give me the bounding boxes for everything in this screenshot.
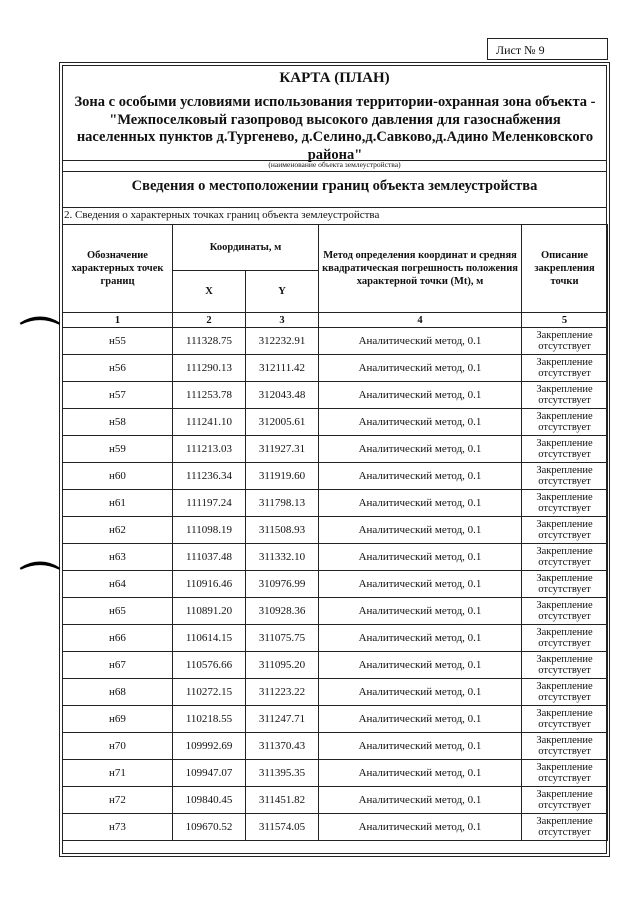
table-row	[63, 625, 608, 652]
method-cell: Аналитический метод, 0.1	[319, 544, 522, 571]
x-cell: 111236.34	[173, 463, 246, 490]
x-cell: 110614.15	[173, 625, 246, 652]
y-cell: 312111.42	[246, 355, 319, 382]
x-cell: 109670.52	[173, 814, 246, 841]
y-cell: 311451.82	[246, 787, 319, 814]
method-cell: Аналитический метод, 0.1	[319, 787, 522, 814]
method-cell: Аналитический метод, 0.1	[319, 517, 522, 544]
method-cell: Аналитический метод, 0.1	[319, 355, 522, 382]
header-method: Метод определения координат и средняя квадратическая погрешность положения характерной точки (Mt), м	[319, 225, 522, 313]
header-coords: Координаты, м	[173, 225, 319, 271]
table-row	[63, 571, 608, 598]
method-cell: Аналитический метод, 0.1	[319, 571, 522, 598]
method-cell: Аналитический метод, 0.1	[319, 814, 522, 841]
x-cell: 110272.15	[173, 679, 246, 706]
description-cell: Закрепление отсутствует	[522, 706, 608, 733]
table-row	[63, 409, 608, 436]
point-cell: н70	[63, 733, 173, 760]
description-cell: Закрепление отсутствует	[522, 679, 608, 706]
description-cell: Закрепление отсутствует	[522, 355, 608, 382]
y-cell: 311927.31	[246, 436, 319, 463]
table-row	[63, 490, 608, 517]
method-cell: Аналитический метод, 0.1	[319, 706, 522, 733]
point-cell: н57	[63, 382, 173, 409]
x-cell: 110916.46	[173, 571, 246, 598]
y-cell: 311247.71	[246, 706, 319, 733]
method-cell: Аналитический метод, 0.1	[319, 652, 522, 679]
header-description: Описание закрепления точки	[522, 225, 608, 313]
header-x: X	[173, 271, 246, 313]
x-cell: 111098.19	[173, 517, 246, 544]
document-title: КАРТА (ПЛАН)	[279, 70, 390, 86]
y-cell: 310928.36	[246, 598, 319, 625]
point-cell: н61	[63, 490, 173, 517]
y-cell: 312005.61	[246, 409, 319, 436]
description-cell: Закрепление отсутствует	[522, 733, 608, 760]
y-cell: 312232.91	[246, 328, 319, 355]
point-cell: н55	[63, 328, 173, 355]
object-name: Зона с особыми условиями использования территории-охранная зона объекта -"Межпоселковый газопровод высокого давления для газоснабжения населенных пунктов д.Тургенево, д.Селино,д.Савково,д.Адино Меленковского района"	[74, 94, 596, 163]
method-cell: Аналитический метод, 0.1	[319, 598, 522, 625]
description-cell: Закрепление отсутствует	[522, 652, 608, 679]
table-row	[63, 760, 608, 787]
y-cell: 311075.75	[246, 625, 319, 652]
x-cell: 111197.24	[173, 490, 246, 517]
x-cell: 111037.48	[173, 544, 246, 571]
point-cell: н56	[63, 355, 173, 382]
section-divider-top	[62, 171, 607, 172]
description-cell: Закрепление отсутствует	[522, 517, 608, 544]
table-row	[63, 355, 608, 382]
x-cell: 111213.03	[173, 436, 246, 463]
description-cell: Закрепление отсутствует	[522, 409, 608, 436]
method-cell: Аналитический метод, 0.1	[319, 490, 522, 517]
method-cell: Аналитический метод, 0.1	[319, 679, 522, 706]
x-cell: 111253.78	[173, 382, 246, 409]
column-number: 2	[173, 313, 246, 328]
x-cell: 109840.45	[173, 787, 246, 814]
table-row	[63, 706, 608, 733]
y-cell: 310976.99	[246, 571, 319, 598]
point-cell: н66	[63, 625, 173, 652]
section-divider-bottom	[62, 207, 607, 208]
point-cell: н59	[63, 436, 173, 463]
point-cell: н71	[63, 760, 173, 787]
point-cell: н58	[63, 409, 173, 436]
x-cell: 110218.55	[173, 706, 246, 733]
method-cell: Аналитический метод, 0.1	[319, 382, 522, 409]
table-row	[63, 598, 608, 625]
method-cell: Аналитический метод, 0.1	[319, 625, 522, 652]
method-cell: Аналитический метод, 0.1	[319, 328, 522, 355]
method-cell: Аналитический метод, 0.1	[319, 409, 522, 436]
table-row	[63, 733, 608, 760]
y-cell: 312043.48	[246, 382, 319, 409]
binding-mark-icon: ⌒	[20, 315, 60, 361]
y-cell: 311508.93	[246, 517, 319, 544]
y-cell: 311919.60	[246, 463, 319, 490]
object-name-caption: (наименование объекта землеустройства)	[268, 160, 401, 169]
x-cell: 109947.07	[173, 760, 246, 787]
point-cell: н62	[63, 517, 173, 544]
description-cell: Закрепление отсутствует	[522, 760, 608, 787]
description-cell: Закрепление отсутствует	[522, 436, 608, 463]
point-cell: н73	[63, 814, 173, 841]
x-cell: 110891.20	[173, 598, 246, 625]
method-cell: Аналитический метод, 0.1	[319, 436, 522, 463]
column-number: 5	[522, 313, 608, 328]
header-y: Y	[246, 271, 319, 313]
column-number: 1	[63, 313, 173, 328]
column-number: 4	[319, 313, 522, 328]
method-cell: Аналитический метод, 0.1	[319, 760, 522, 787]
y-cell: 311095.20	[246, 652, 319, 679]
x-cell: 110576.66	[173, 652, 246, 679]
table-row	[63, 544, 608, 571]
table-row	[63, 436, 608, 463]
y-cell: 311370.43	[246, 733, 319, 760]
description-cell: Закрепление отсутствует	[522, 382, 608, 409]
point-cell: н69	[63, 706, 173, 733]
y-cell: 311223.22	[246, 679, 319, 706]
header-point: Обозначение характерных точек границ	[63, 225, 173, 313]
table-row	[63, 517, 608, 544]
description-cell: Закрепление отсутствует	[522, 571, 608, 598]
table-row	[63, 652, 608, 679]
x-cell: 109992.69	[173, 733, 246, 760]
point-cell: н67	[63, 652, 173, 679]
method-cell: Аналитический метод, 0.1	[319, 733, 522, 760]
x-cell: 111241.10	[173, 409, 246, 436]
description-cell: Закрепление отсутствует	[522, 787, 608, 814]
description-cell: Закрепление отсутствует	[522, 598, 608, 625]
y-cell: 311395.35	[246, 760, 319, 787]
description-cell: Закрепление отсутствует	[522, 328, 608, 355]
description-cell: Закрепление отсутствует	[522, 544, 608, 571]
binding-mark-icon: ⌒	[20, 560, 60, 606]
y-cell: 311798.13	[246, 490, 319, 517]
points-table	[62, 224, 608, 841]
table-row	[63, 382, 608, 409]
point-cell: н65	[63, 598, 173, 625]
y-cell: 311574.05	[246, 814, 319, 841]
table-row	[63, 328, 608, 355]
description-cell: Закрепление отсутствует	[522, 625, 608, 652]
y-cell: 311332.10	[246, 544, 319, 571]
description-cell: Закрепление отсутствует	[522, 463, 608, 490]
section-title: Сведения о местоположении границ объекта землеустройства	[131, 178, 538, 194]
point-cell: н72	[63, 787, 173, 814]
point-cell: н64	[63, 571, 173, 598]
table-row	[63, 814, 608, 841]
x-cell: 111328.75	[173, 328, 246, 355]
table-row	[63, 787, 608, 814]
table-row	[63, 679, 608, 706]
point-cell: н63	[63, 544, 173, 571]
description-cell: Закрепление отсутствует	[522, 814, 608, 841]
column-number: 3	[246, 313, 319, 328]
subsection-title: 2. Сведения о характерных точках границ объекта землеустройства	[64, 209, 380, 221]
point-cell: н68	[63, 679, 173, 706]
table-row	[63, 463, 608, 490]
method-cell: Аналитический метод, 0.1	[319, 463, 522, 490]
description-cell: Закрепление отсутствует	[522, 490, 608, 517]
sheet-number: Лист № 9	[487, 38, 608, 60]
x-cell: 111290.13	[173, 355, 246, 382]
point-cell: н60	[63, 463, 173, 490]
